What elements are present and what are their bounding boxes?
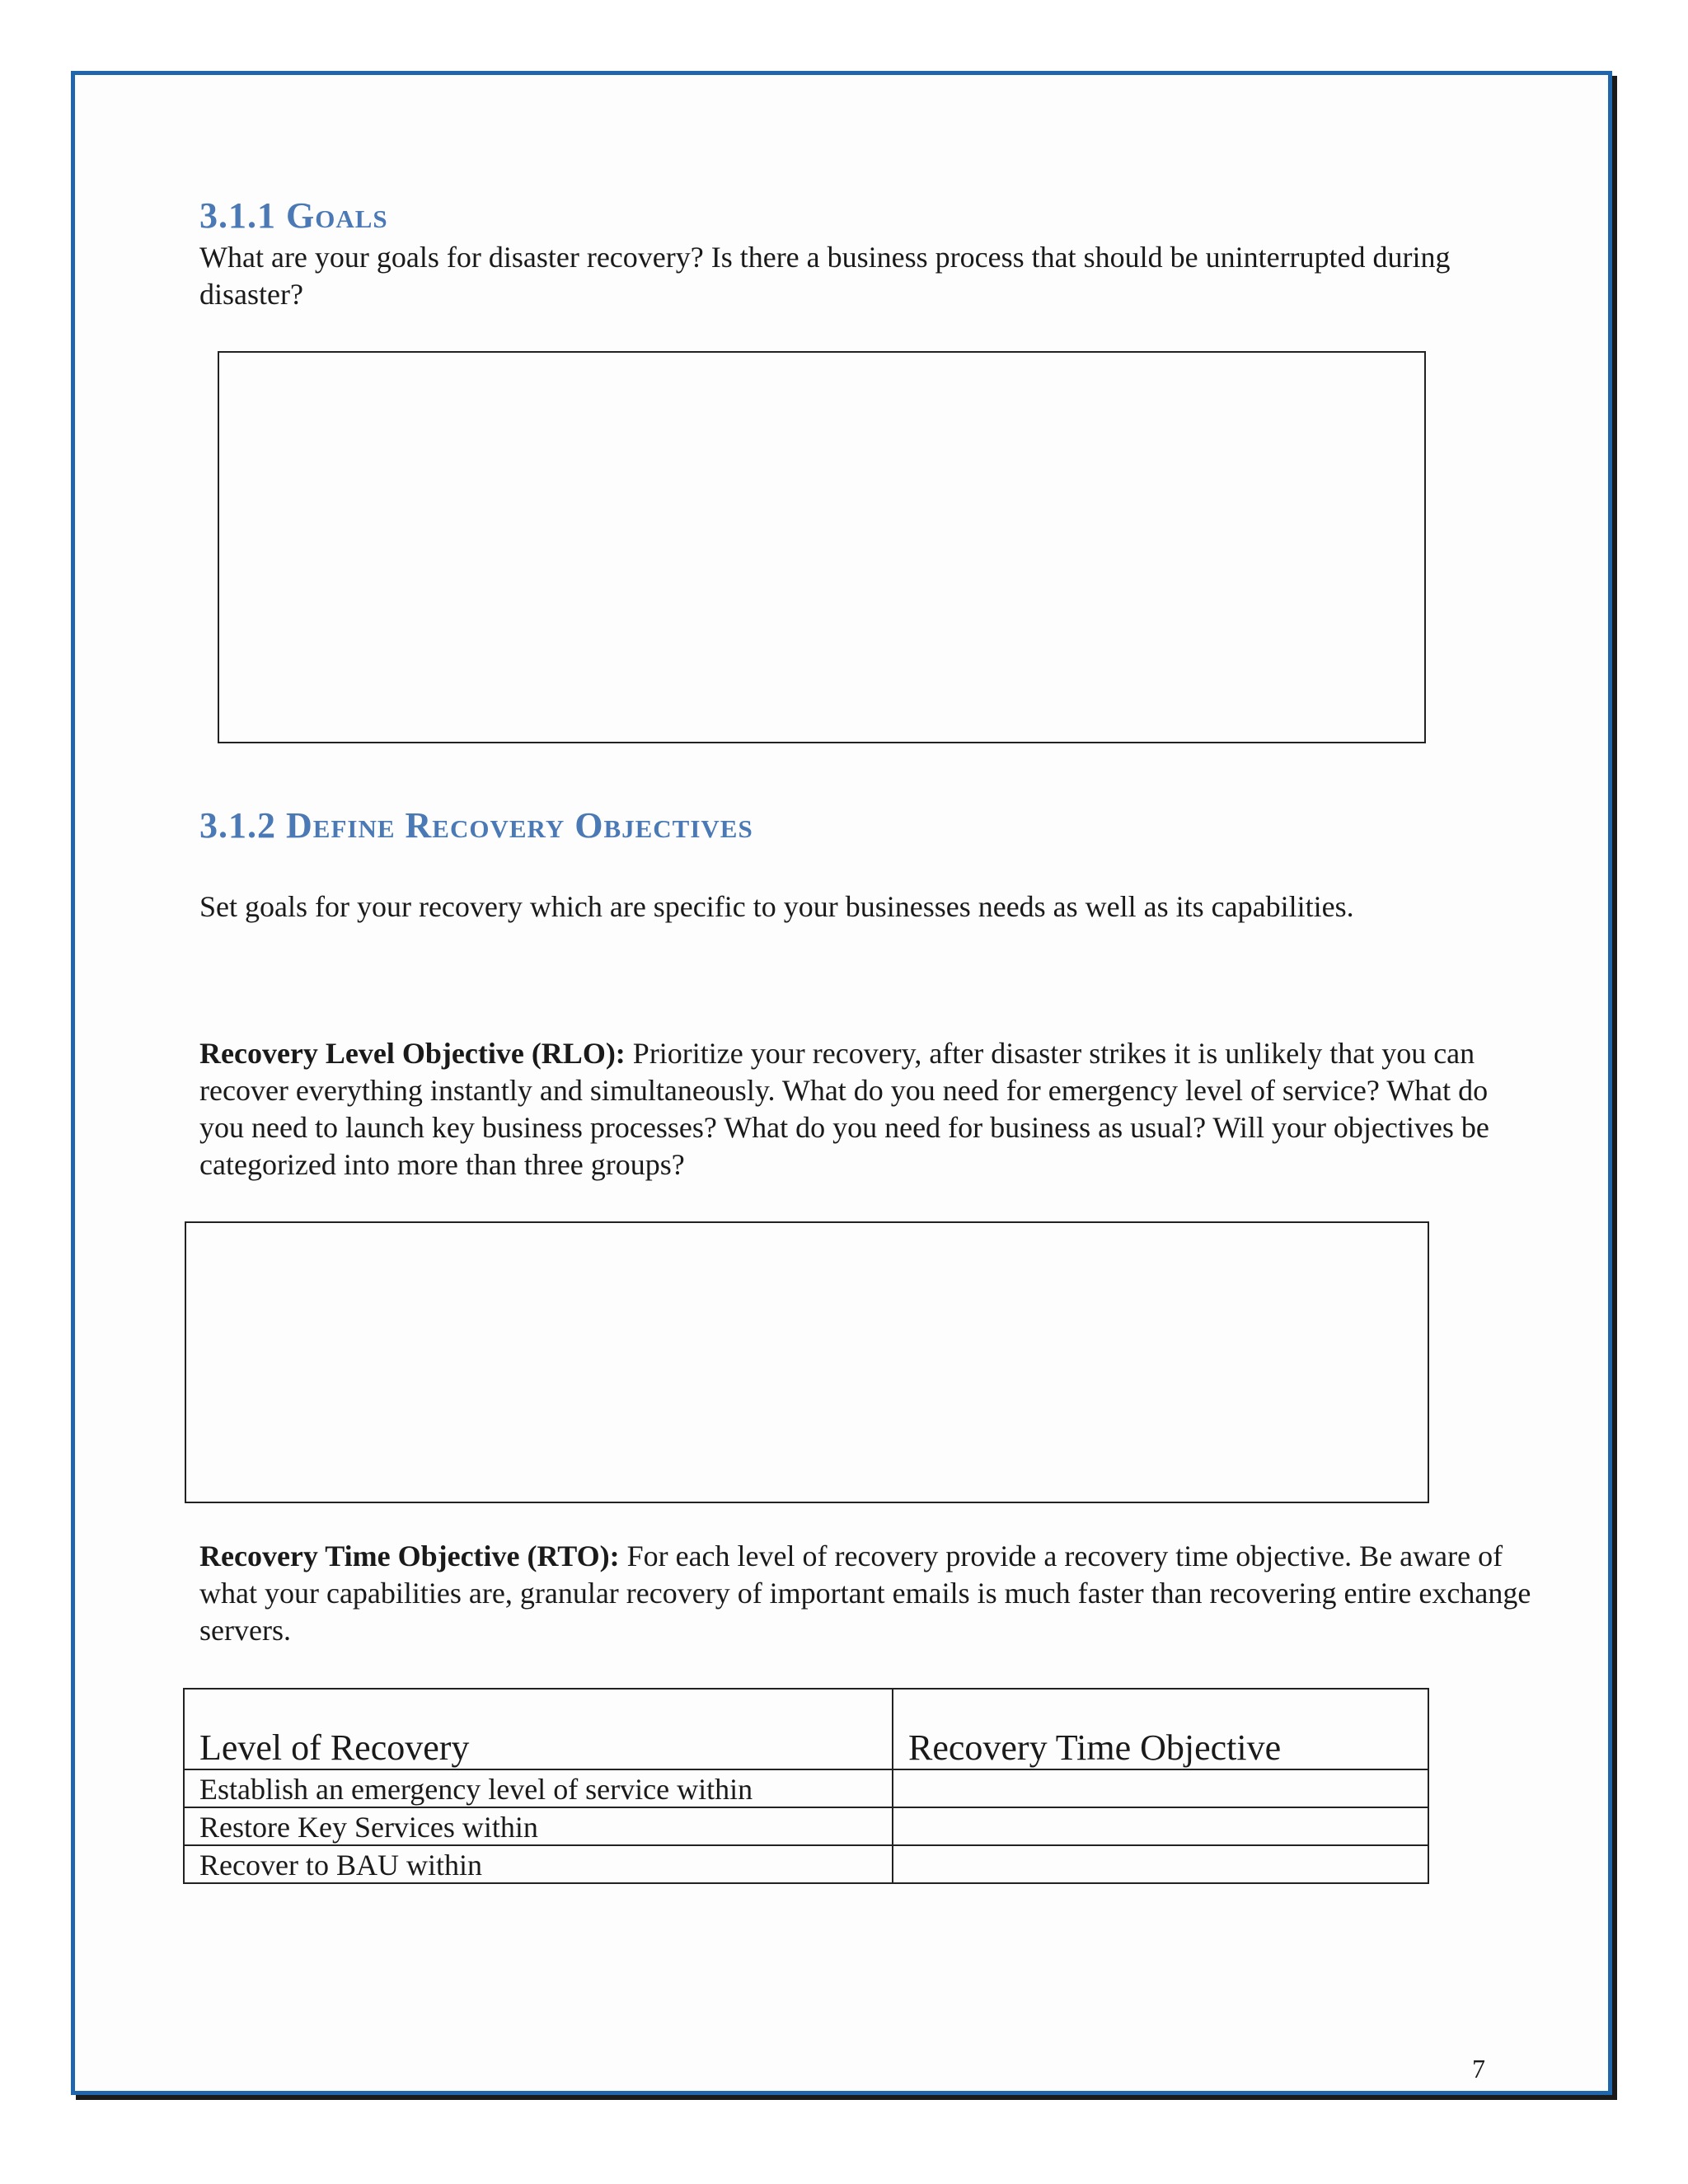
table-row <box>184 1845 1428 1883</box>
column-header-level: Level of Recovery <box>184 1689 893 1769</box>
table-row <box>184 1769 1428 1807</box>
rto-label: Recovery Time Objective (RTO): <box>199 1540 620 1572</box>
rlo-text: Prioritize your recovery, after disaster strikes it is unlikely that you can recover everything instantly and simultaneously. What do you need for emergency level of service? What do you need to launch key business processes? What do you need for business as usual? Will your objectives be categorized into more than three groups? <box>199 1037 1489 1181</box>
rto-input-cell[interactable] <box>893 1807 1428 1845</box>
page-number: 7 <box>1472 2054 1485 2083</box>
rto-paragraph <box>199 1538 1535 1649</box>
level-cell: Restore Key Services within <box>184 1807 893 1845</box>
goals-question: What are your goals for disaster recovery? Is there a business process that should be uninterrupted during disaster? <box>199 241 1451 311</box>
column-header-rto: Recovery Time Objective <box>893 1689 1428 1769</box>
rlo-paragraph <box>199 1035 1518 1183</box>
rto-table <box>183 1688 1429 1884</box>
rto-text: For each level of recovery provide a recovery time objective. Be aware of what your capabilities are, granular recovery of important emails is much faster than recovering entire exchange servers. <box>199 1540 1531 1647</box>
level-cell: Establish an emergency level of service within <box>184 1769 893 1807</box>
objectives-heading: 3.1.2 Define Recovery Objectives <box>199 805 753 846</box>
level-cell: Recover to BAU within <box>184 1845 893 1883</box>
table-header-row <box>184 1689 1428 1769</box>
goals-answer-box[interactable] <box>218 351 1426 743</box>
rto-input-cell[interactable] <box>893 1769 1428 1807</box>
rlo-label: Recovery Level Objective (RLO): <box>199 1037 626 1070</box>
objectives-intro: Set goals for your recovery which are specific to your businesses needs as well as its capabilities. <box>199 890 1354 923</box>
goals-heading: 3.1.1 Goals <box>199 195 388 236</box>
rlo-answer-box[interactable] <box>185 1221 1429 1503</box>
table-row <box>184 1807 1428 1845</box>
rto-input-cell[interactable] <box>893 1845 1428 1883</box>
